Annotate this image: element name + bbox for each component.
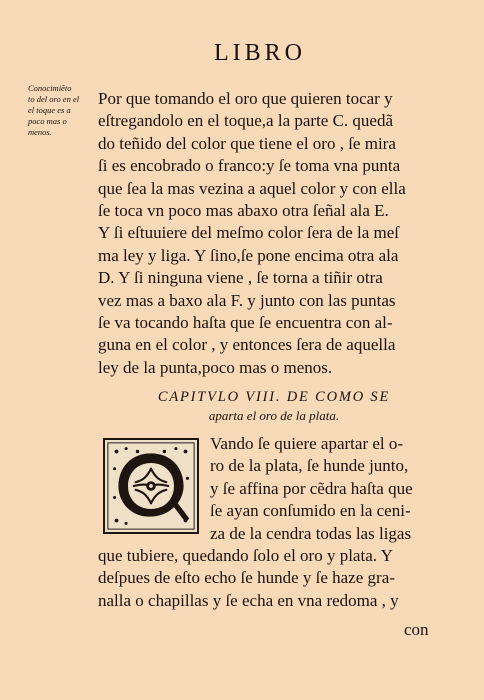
text-line: ſe va tocando haſta que ſe encuentra con al-	[98, 313, 393, 333]
marginal-note-line: poco mas o	[28, 116, 67, 126]
text-line: y ſe affina por cẽdra haſta que	[210, 478, 413, 498]
page-header: LIBRO	[214, 40, 306, 66]
text-line: do teñido del color que tiene el oro , ſe mira	[98, 133, 396, 153]
chapter-title: CAPITVLO VIII. DE COMO SE	[157, 389, 391, 405]
marginal-note-line: menos.	[28, 127, 52, 137]
chapter-paragraph	[98, 433, 448, 612]
text-line: D. Y ſi ninguna viene , ſe torna a tiñir otra	[98, 268, 383, 288]
text-line: que ſea la mas vezina a aquel color y con ella	[98, 178, 406, 198]
text-line: ſe toca vn poco mas abaxo otra ſeñal ala E.	[98, 201, 389, 221]
body-paragraph	[98, 88, 448, 379]
text-line: ma ley y liga. Y ſino,ſe pone encima otra ala	[98, 245, 399, 265]
chapter-heading	[104, 389, 444, 424]
catchword: con	[404, 620, 429, 639]
marginal-note-line: Conocimiẽto	[28, 83, 72, 93]
marginal-note-line: el toque es a	[28, 105, 71, 115]
text-line: eſtregandolo en el toque,a la parte C. quedã	[98, 111, 394, 131]
text-line: za de la cendra todas las ligas	[210, 523, 412, 543]
text-line: Y ſi eſtuuiere del meſmo color ſera de la meſ	[98, 223, 400, 243]
text-line: vez mas a baxo ala F. y junto con las puntas	[98, 290, 396, 310]
text-line: que tubiere, quedando ſolo el oro y plata. Y	[98, 546, 393, 566]
marginal-note-line: to del oro en el	[28, 94, 80, 104]
text-line: Vando ſe quiere apartar el o-	[210, 434, 404, 453]
text-line: deſpues de eſto echo ſe hunde y ſe haze gra-	[98, 568, 395, 588]
text-line: guna en el color , y entonces ſera de aquella	[98, 335, 396, 355]
text-line: ley de la punta,poco mas o menos.	[98, 357, 333, 377]
chapter-subtitle: aparta el oro de la plata.	[208, 408, 340, 423]
marginal-note	[28, 83, 108, 138]
text-line: Por que tomando el oro que quieren tocar y	[98, 89, 393, 108]
text-line: ſi es encobrado o franco:y ſe toma vna punta	[98, 156, 401, 176]
text-line: nalla o chapillas y ſe echa en vna redoma , y	[98, 590, 399, 610]
text-line: ro de la plata, ſe hunde junto,	[210, 456, 409, 476]
text-line: ſe ayan conſumido en la ceni-	[210, 501, 411, 521]
